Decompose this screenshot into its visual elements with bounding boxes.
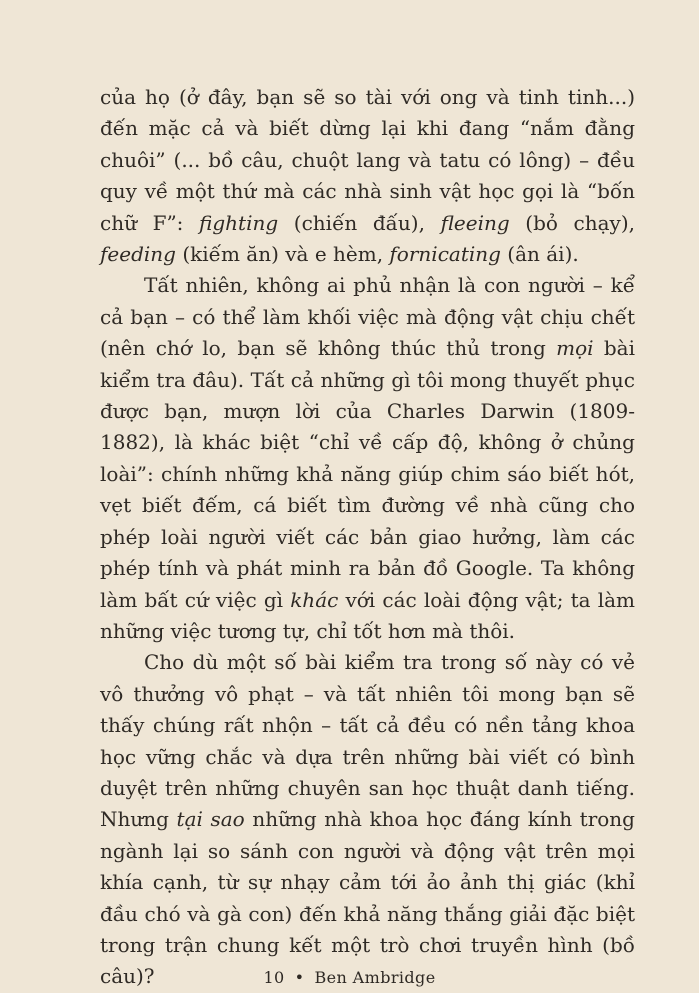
text-segment: (bỏ chạy), — [509, 210, 636, 235]
author-name: Ben Ambridge — [314, 968, 436, 987]
page-number: 10 — [263, 968, 285, 987]
italic-term: mọi — [556, 336, 594, 361]
text-segment: (chiến đấu), — [278, 210, 441, 235]
footer-separator: • — [294, 968, 305, 987]
text-segment: của họ (ở đây, bạn sẽ so tài với ong và tinh tinh...) đến mặc cả và biết dừng lại khi đang “nắm đằng chuôi” (... bồ câu, chuột lang và tatu có lông) – đều quy về một thứ mà các nhà sinh vật học gọi là “bốn chữ F”: — [100, 85, 635, 235]
text-segment: Cho dù một số bài kiểm tra trong số này có vẻ vô thưởng vô phạt – và tất nhiên tôi mong bạn sẽ thấy chúng rất nhộn – tất cả đều có nền tảng khoa học vững chắc và dựa trên những bài viết có bình duyệt trên những chuyên san học thuật danh tiếng. Nhưng — [100, 650, 635, 832]
paragraph-3 — [100, 647, 635, 992]
italic-term: fighting — [199, 210, 279, 235]
page-footer — [0, 968, 699, 987]
italic-term: tại sao — [176, 807, 245, 832]
italic-term: khác — [290, 587, 339, 612]
text-segment: (kiếm ăn) và e hèm, — [175, 242, 390, 267]
italic-term: fornicating — [389, 242, 501, 267]
text-segment: Tất nhiên, không ai phủ nhận là con người – kể cả bạn – có thể làm khối việc mà động vật chịu chết (nên chớ lo, bạn sẽ không thúc thủ trong — [100, 273, 635, 361]
paragraph-2 — [100, 270, 635, 647]
text-segment: những nhà khoa học đáng kính trong ngành lại so sánh con người và động vật trên mọi khía cạnh, từ sự nhạy cảm tới ảo ảnh thị giác (khỉ đầu chó và gà con) đến khả năng thắng giải đặc biệt trong trận chung kết một trò chơi truyền hình (bồ câu)? — [100, 807, 635, 989]
italic-term: feeding — [100, 242, 176, 267]
text-segment: với các loài động vật; ta làm những việc tương tự, chỉ tốt hơn mà thôi. — [100, 587, 636, 643]
text-segment: (ân ái). — [500, 242, 579, 267]
text-segment: bài kiểm tra đâu). Tất cả những gì tôi mong thuyết phục được bạn, mượn lời của Charles Darwin (1809-1882), là khác biệt “chỉ về cấp độ, không ở chủng loài”: chính những khả năng giúp chim sáo biết hót, vẹt biết đếm, cá biết tìm đường về nhà cũng cho phép loài người viết các bản giao hưởng, làm các phép tính và phát minh ra bản đồ Google. Ta không làm bất cứ việc gì — [100, 336, 635, 612]
paragraph-1 — [100, 82, 635, 270]
italic-term: fleeing — [440, 210, 510, 235]
